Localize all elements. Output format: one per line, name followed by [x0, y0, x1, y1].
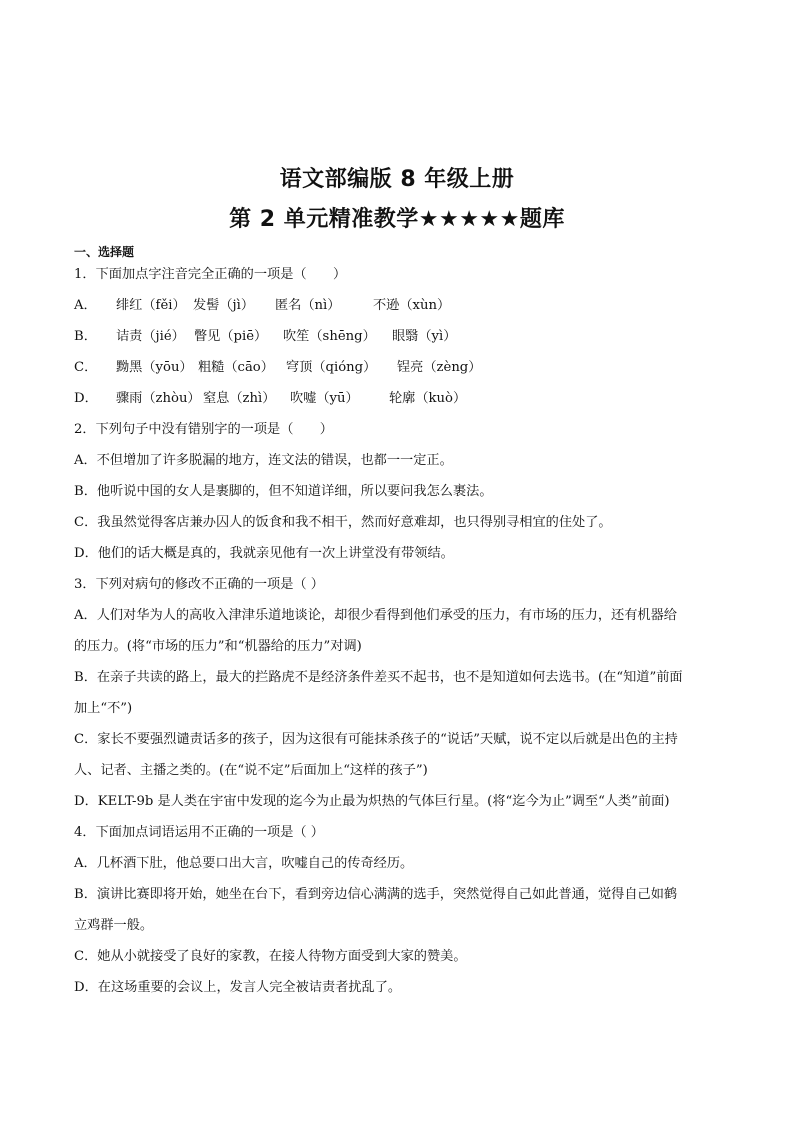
answer-option: D．在这场重要的会议上，发言人完全被诘责者扰乱了。	[74, 980, 402, 995]
option-label: B．	[74, 329, 97, 344]
option-row	[74, 297, 450, 315]
option-label: D．	[74, 391, 98, 406]
option-item: 骤雨（zhòu）	[116, 391, 201, 406]
section-heading: 一、选择题	[74, 245, 135, 259]
option-item: 匿名（nì）	[275, 298, 341, 313]
question-stem: 4．下面加点词语运用不正确的一项是（ ）	[74, 825, 324, 840]
option-item: 不逊（xùn）	[373, 298, 451, 313]
answer-option: D．KELT-9b 是人类在宇宙中发现的迄今为止最为炽热的气体巨行星。(将“迄今为止”调至“人类”前面)	[74, 794, 670, 809]
question-stem: 1．下面加点字注音完全正确的一项是（ ）	[74, 267, 347, 282]
answer-option: D．他们的话大概是真的，我就亲见他有一次上讲堂没有带领结。	[74, 546, 454, 561]
document-subtitle: 第 2 单元精准教学★★★★★题库	[229, 207, 565, 232]
answer-option: C．家长不要强烈谴责话多的孩子，因为这很有可能抹杀孩子的“说话”天赋，说不定以后就是出色的主持	[74, 732, 678, 747]
question-stem: 2．下列句子中没有错别字的一项是（ ）	[74, 422, 333, 437]
answer-option: C．我虽然觉得客店兼办囚人的饭食和我不相干，然而好意难却，也只得别寻相宜的住处了。	[74, 515, 612, 530]
answer-option: A．几杯酒下肚，他总要口出大言，吹嘘自己的传奇经历。	[74, 856, 414, 871]
answer-option: B．他听说中国的女人是裹脚的，但不知道详细，所以要问我怎么裹法。	[74, 484, 493, 499]
option-item: 锃亮（zèng）	[397, 360, 482, 375]
option-row	[74, 328, 456, 346]
option-item: 诘责（jié）	[116, 329, 185, 344]
answer-option: B．演讲比赛即将开始，她坐在台下，看到旁边信心满满的选手，突然觉得自己如此普通，觉得自己如鹤	[74, 887, 678, 902]
option-item: 窒息（zhì）	[203, 391, 276, 406]
answer-option-continued: 立鸡群一般。	[74, 918, 154, 933]
answer-option: A．人们对华为人的高收入津津乐道地谈论，却很少看得到他们承受的压力，有市场的压力，还有机器给	[74, 608, 677, 623]
option-row	[74, 390, 466, 408]
option-row	[74, 359, 481, 377]
option-item: 瞥见（piē）	[194, 329, 268, 344]
option-item: 眼翳（yì）	[392, 329, 457, 344]
question-stem: 3．下列对病句的修改不正确的一项是（ ）	[74, 577, 324, 592]
option-item: 发髻（jì）	[193, 298, 255, 313]
answer-option-continued: 加上“不”)	[74, 701, 133, 716]
answer-option: B．在亲子共读的路上，最大的拦路虎不是经济条件差买不起书，也不是知道如何去选书。(在“知道”前面	[74, 670, 683, 685]
document-title: 语文部编版 8 年级上册	[279, 167, 515, 192]
option-item: 穹顶（qióng）	[286, 360, 377, 375]
option-item: 吹笙（shēng）	[283, 329, 376, 344]
option-item: 轮廓（kuò）	[389, 391, 467, 406]
option-item: 粗糙（cāo）	[198, 360, 274, 375]
answer-option: A．不但增加了许多脱漏的地方，连文法的错误，也都一一定正。	[74, 453, 453, 468]
answer-option-continued: 的压力。(将“市场的压力”和“机器给的压力”对调)	[74, 639, 362, 654]
option-label: C．	[74, 360, 98, 375]
option-item: 黝黑（yōu）	[116, 360, 193, 375]
option-item: 吹嘘（yū）	[290, 391, 359, 406]
option-item: 绯红（fěi）	[116, 298, 186, 313]
answer-option-continued: 人、记者、主播之类的。(在“说不定”后面加上“这样的孩子”)	[74, 763, 428, 778]
answer-option: C．她从小就接受了良好的家教，在接人待物方面受到大家的赞美。	[74, 949, 467, 964]
option-label: A．	[74, 298, 97, 313]
